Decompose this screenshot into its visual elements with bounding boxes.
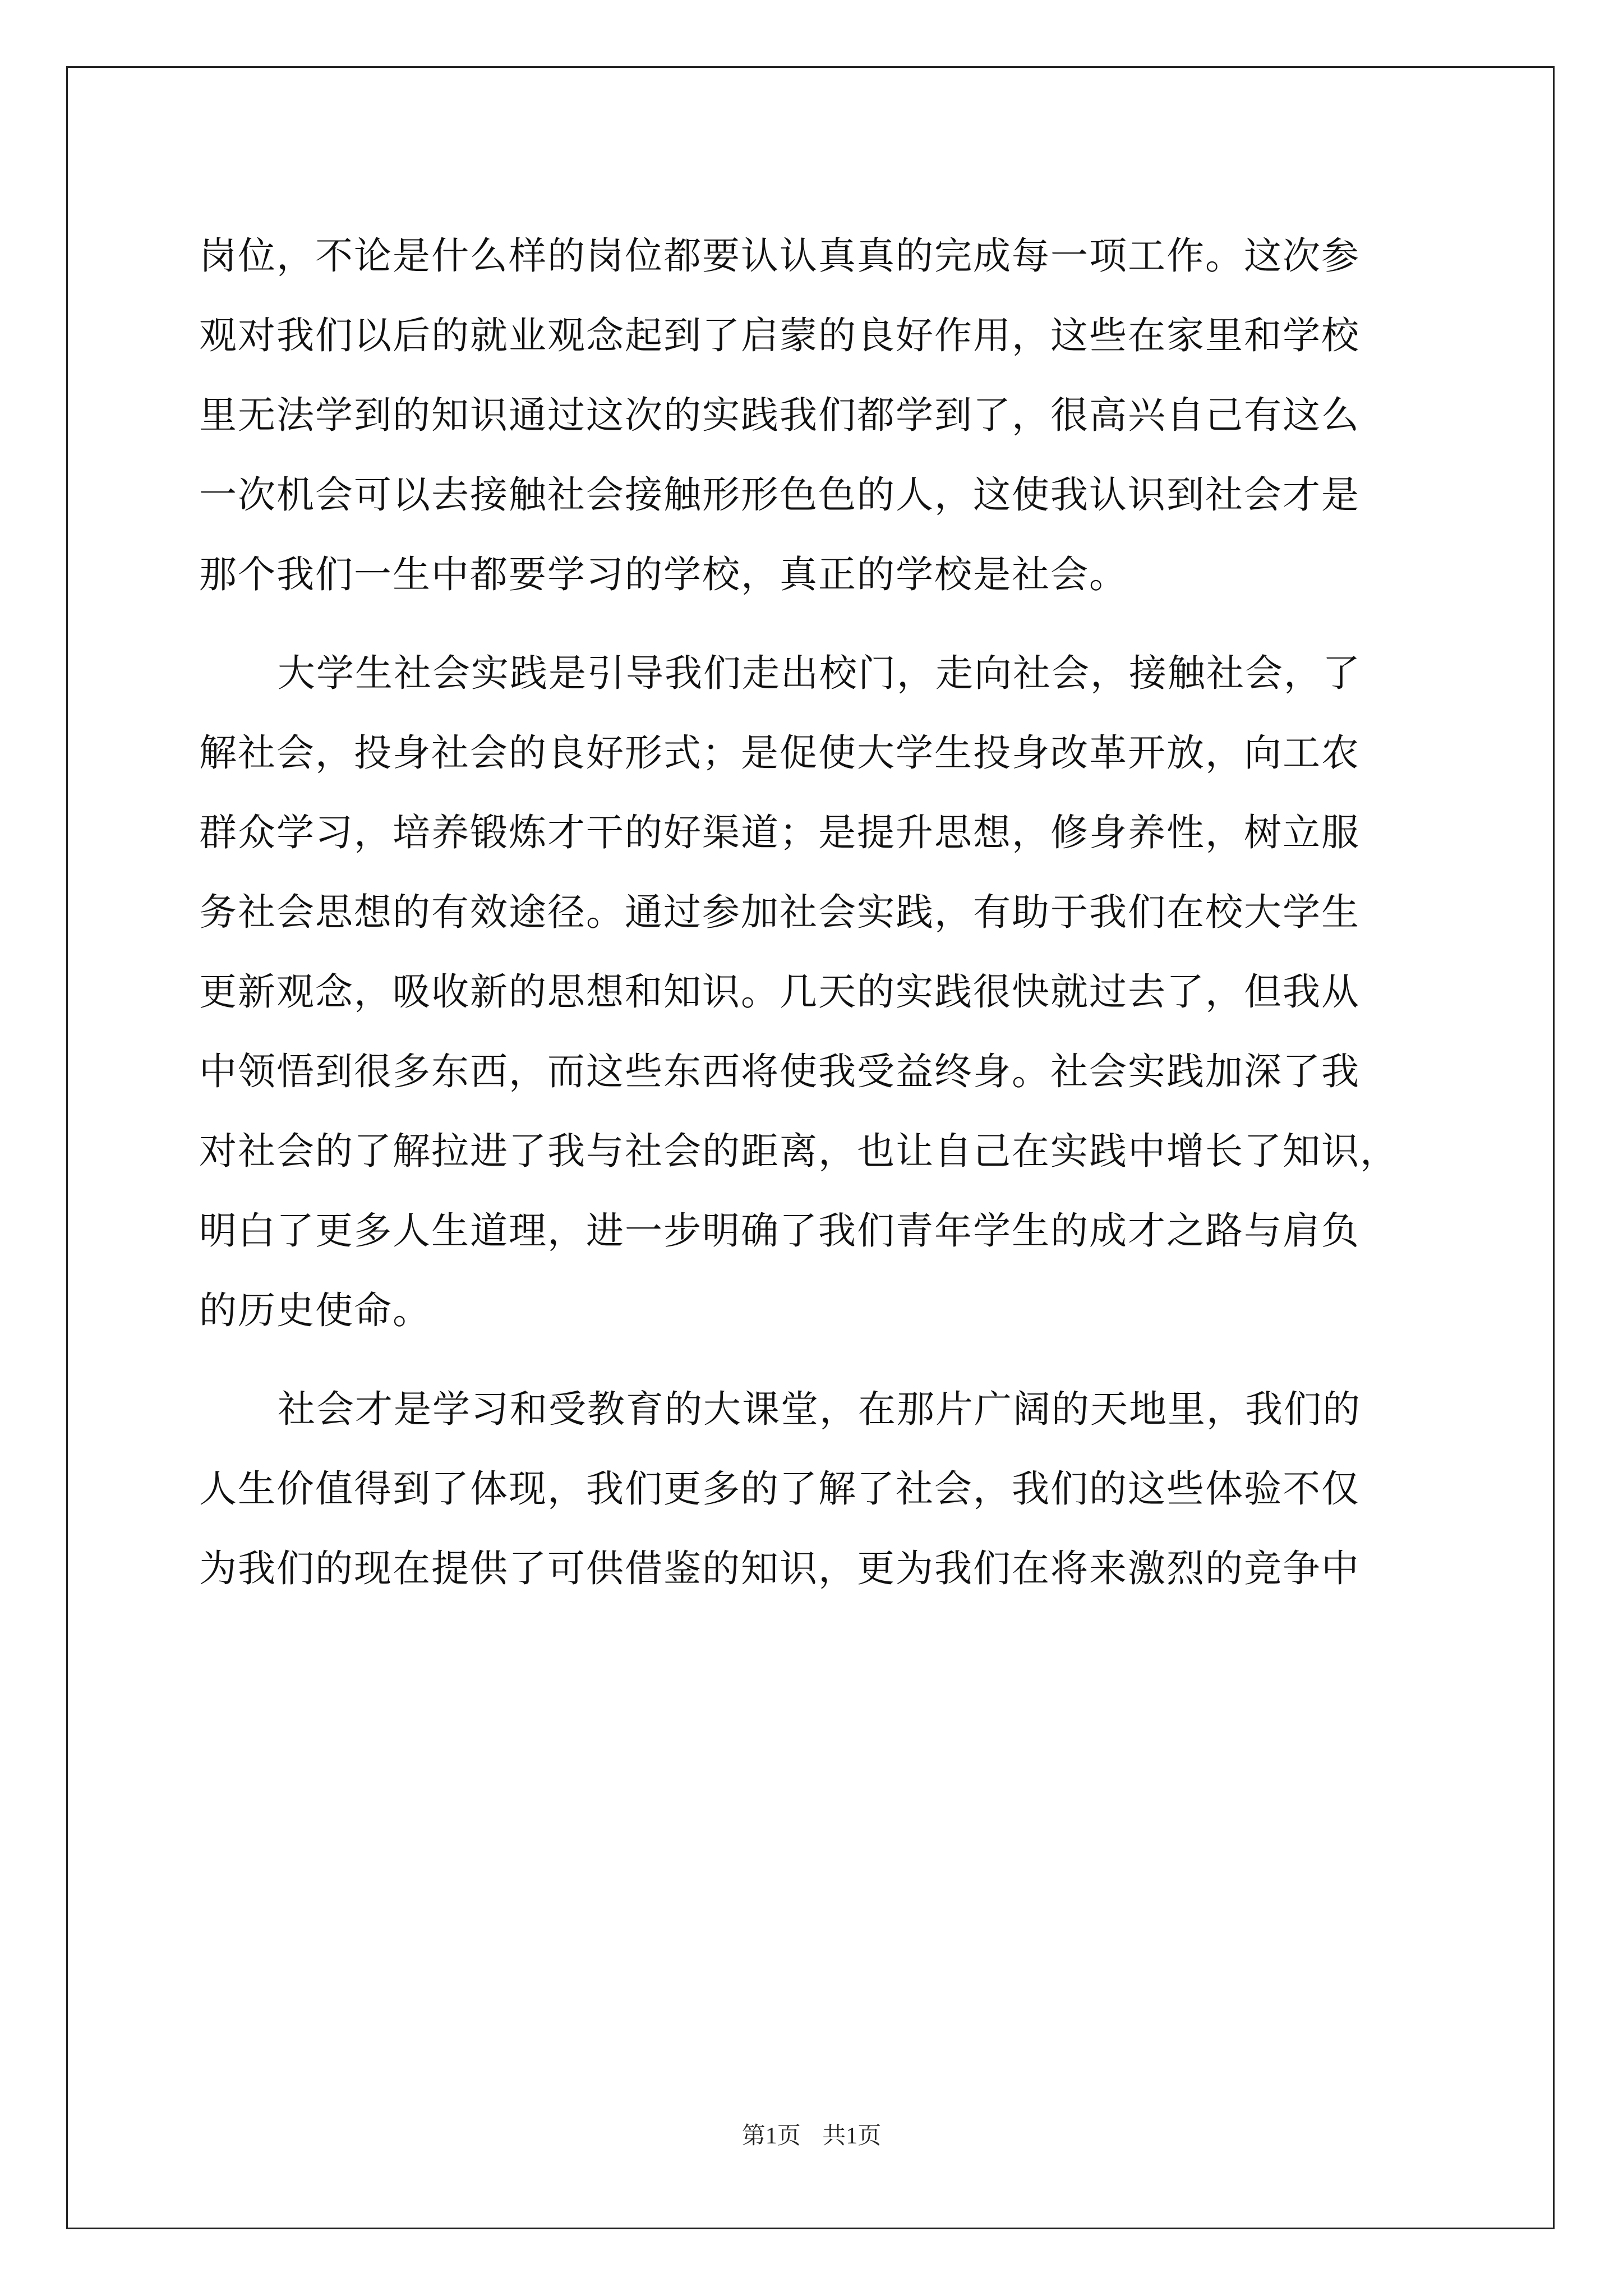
paragraph-2-line-9: 的历史使命。 <box>199 1289 431 1332</box>
paragraph-2-line-5: 更新观念，吸收新的思想和知识。几天的实践很快就过去了，但我从 <box>199 970 1360 1014</box>
paragraph-2-line-1: 大学生社会实践是引导我们走出校门，走向社会，接触社会，了 <box>278 651 1361 695</box>
paragraph-3-line-1: 社会才是学习和受教育的大课堂，在那片广阔的天地里，我们的 <box>278 1387 1361 1431</box>
paragraph-1-line-2: 观对我们以后的就业观念起到了启蒙的良好作用，这些在家里和学校 <box>199 314 1360 357</box>
paragraph-1-line-4: 一次机会可以去接触社会接触形形色色的人，这使我认识到社会才是 <box>199 473 1360 517</box>
document-body <box>199 216 1433 1608</box>
paragraph-spacer <box>199 1350 1433 1369</box>
paragraph-3-line-3: 为我们的现在提供了可供借鉴的知识，更为我们在将来激烈的竞争中 <box>199 1547 1360 1590</box>
paragraph-3-line-2: 人生价值得到了体现，我们更多的了解了社会，我们的这些体验不仅 <box>199 1467 1360 1511</box>
paragraph-spacer <box>199 614 1433 633</box>
paragraph-2-line-4: 务社会思想的有效途径。通过参加社会实践，有助于我们在校大学生 <box>199 890 1360 934</box>
page-footer <box>0 2119 1623 2153</box>
paragraph-1-line-3: 里无法学到的知识通过这次的实践我们都学到了，很高兴自己有这么 <box>199 393 1360 437</box>
paragraph-1-line-1: 岗位，不论是什么样的岗位都要认认真真的完成每一项工作。这次参 <box>199 234 1360 278</box>
paragraph-2-line-6: 中领悟到很多东西，而这些东西将使我受益终身。社会实践加深了我 <box>199 1050 1360 1093</box>
paragraph-2-line-8: 明白了更多人生道理，进一步明确了我们青年学生的成才之路与肩负 <box>199 1209 1360 1253</box>
paragraph-2-line-2: 解社会，投身社会的良好形式；是促使大学生投身改革开放，向工农 <box>199 731 1360 775</box>
paragraph-1-line-5: 那个我们一生中都要学习的学校，真正的学校是社会。 <box>199 553 1128 596</box>
paragraph-2-line-7: 对社会的了解拉进了我与社会的距离，也让自己在实践中增长了知识， <box>199 1129 1399 1173</box>
page-number: 第1页 <box>741 2123 801 2149</box>
paragraph-2-line-3: 群众学习，培养锻炼才干的好渠道；是提升思想，修身养性，树立服 <box>199 811 1360 854</box>
page-total: 共1页 <box>822 2123 882 2149</box>
